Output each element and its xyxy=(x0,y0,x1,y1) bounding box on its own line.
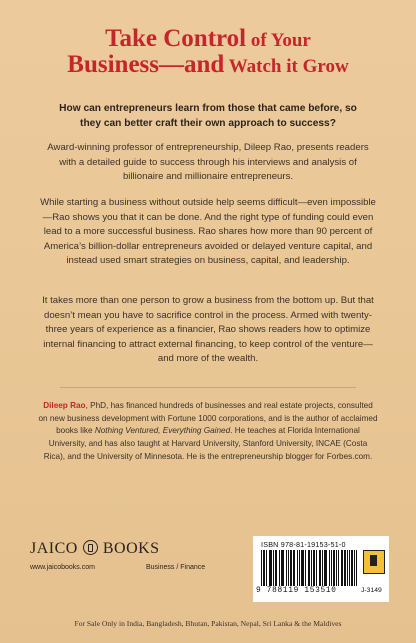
isbn-label: ISBN 978-81-19153-51-0 xyxy=(261,540,346,549)
barcode-stripe xyxy=(303,550,304,586)
barcode-stripe xyxy=(302,550,303,586)
barcode-stripe xyxy=(261,550,262,586)
barcode-stripe xyxy=(294,550,295,586)
barcode-stripe xyxy=(354,550,355,586)
barcode-stripe xyxy=(279,550,280,586)
barcode-stripe xyxy=(319,550,320,586)
barcode-stripe xyxy=(313,550,314,586)
barcode-stripe xyxy=(305,550,306,586)
barcode-stripe xyxy=(334,550,335,586)
barcode-stripe xyxy=(286,550,287,586)
jaico-mark-icon xyxy=(363,550,385,574)
barcode-stripe xyxy=(344,550,345,586)
intro-question: How can entrepreneurs learn from those that came before, so they can better craft their own approach to success? xyxy=(59,103,357,130)
barcode-stripe xyxy=(342,550,343,586)
barcode-stripe xyxy=(333,550,334,586)
barcode-stripe xyxy=(356,550,357,586)
barcode-stripe xyxy=(331,550,332,586)
sale-territory-notice: For Sale Only in India, Bangladesh, Bhutan, Pakistan, Nepal, Sri Lanka & the Maldives xyxy=(74,619,342,628)
barcode-digits: 9 788119 153510 xyxy=(256,587,337,595)
barcode-stripe xyxy=(329,550,330,586)
barcode-stripe xyxy=(320,550,321,586)
barcode-stripe xyxy=(316,550,317,586)
author-book-title: Nothing Ventured, Everything Gained xyxy=(94,426,231,436)
blurb-paragraph-1: Award-winning professor of entrepreneurship, Dileep Rao, presents readers with a detailed guide to success through his interviews and analysis of billionaire and millionaire entrepreneurs. xyxy=(47,142,369,183)
barcode-stripe xyxy=(283,550,284,586)
barcode-stripe xyxy=(276,550,277,586)
barcode-stripe xyxy=(275,550,276,586)
author-bio-text-1: , PhD, has financed hundreds of businesses and real estate projects, consulted on new business development with Fortune 1000 corporations, and is the author of acclaimed books like xyxy=(38,401,378,436)
blurb-paragraph-2: While starting a business without outside help seems difficult—even impossible—Rao shows you that it can be done. And the right type of funding could even lead to a more successful business. Rao shares how more than 90 percent of America’s billion-dollar entrepreneurs avoided or delayed venture capital, and instead used smart strategies on business, capital, and leadership. xyxy=(40,197,376,267)
publisher-name xyxy=(30,540,160,558)
barcode-stripe xyxy=(299,550,300,586)
barcode-stripe xyxy=(311,550,312,586)
barcode-stripe xyxy=(297,550,298,586)
author-bio xyxy=(38,400,378,464)
barcode-stripe xyxy=(293,550,294,586)
author-name: Dileep Rao xyxy=(43,401,86,410)
publisher-block xyxy=(30,540,220,580)
barcode-stripe xyxy=(269,550,270,586)
headline-part1: Take Control xyxy=(105,25,247,52)
barcode-stripe xyxy=(326,550,327,586)
jaico-logo-icon xyxy=(83,540,98,555)
publisher-name-left: JAICO xyxy=(30,540,78,557)
barcode-stripe xyxy=(288,550,289,586)
barcode-stripe xyxy=(351,550,352,586)
barcode-stripe xyxy=(263,550,264,586)
barcode-stripe xyxy=(282,550,283,586)
author-bio-text-2: . He teaches at Florida International University, and has also taught at Harvard University, Stanford University, INCAE (Costa Rica), and the University of Minnesota. He is the entrepreneurship blogger for Forbes.com. xyxy=(43,426,373,461)
barcode-stripe xyxy=(308,550,309,586)
barcode-stripe xyxy=(341,550,342,586)
publisher-url: www.jaicobooks.com xyxy=(30,564,95,571)
section-divider xyxy=(60,387,356,388)
barcode-stripe xyxy=(322,550,323,586)
headline-part3: Business—and xyxy=(67,51,225,79)
barcode-stripe xyxy=(314,550,315,586)
headline-part2: of Your xyxy=(246,30,311,51)
publisher-name-right: BOOKS xyxy=(102,540,160,557)
book-code: J-3149 xyxy=(361,587,382,594)
barcode-stripe xyxy=(273,550,274,586)
barcode-icon xyxy=(261,550,357,586)
barcode-stripe xyxy=(309,550,310,586)
barcode-stripe xyxy=(271,550,272,586)
barcode-stripe xyxy=(266,550,267,586)
barcode-stripe xyxy=(301,550,302,586)
barcode-panel xyxy=(253,536,389,602)
barcode-stripe xyxy=(264,550,265,586)
barcode-stripe xyxy=(345,550,346,586)
barcode-stripe xyxy=(324,550,325,586)
barcode-stripe xyxy=(338,550,339,586)
barcode-stripe xyxy=(336,550,337,586)
barcode-stripe xyxy=(325,550,326,586)
barcode-stripe xyxy=(347,550,348,586)
barcode-stripe xyxy=(270,550,271,586)
blurb-paragraph-3: It takes more than one person to grow a business from the bottom up. But that doesn’t mean you have to sacrifice control in the process. Armed with twenty-three years of experience as a financier, Rao shows readers how to optimize internal financing to attract external financing, to keep control of the venture—and more of the wealth. xyxy=(42,295,374,365)
barcode-stripe xyxy=(352,550,353,586)
publisher-category: Business / Finance xyxy=(146,564,206,571)
barcode-stripe xyxy=(281,550,282,586)
headline-part4: Watch it Grow xyxy=(224,56,349,78)
barcode-stripe xyxy=(349,550,350,586)
barcode-stripe xyxy=(290,550,291,586)
barcode-stripe xyxy=(291,550,292,586)
headline xyxy=(0,26,416,79)
